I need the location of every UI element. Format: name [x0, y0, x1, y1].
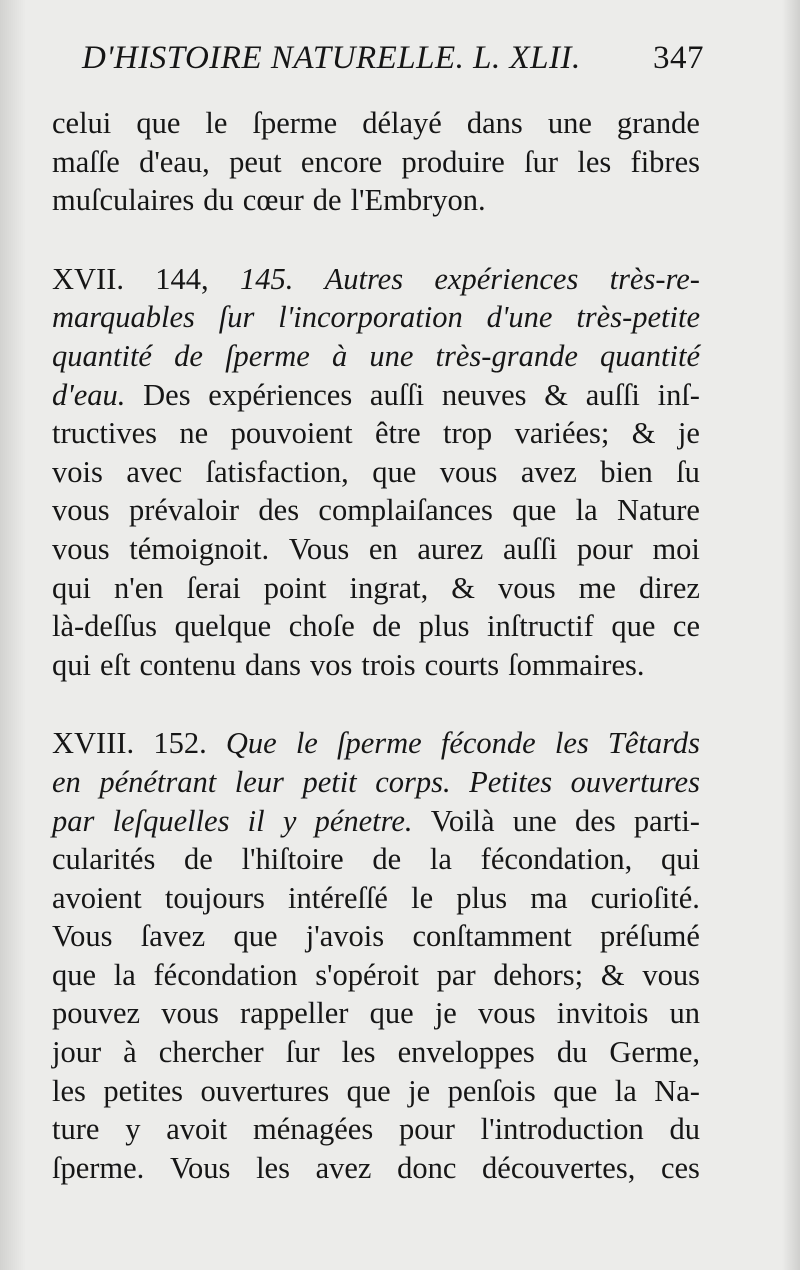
text-line: [52, 724, 700, 763]
word: cularités: [52, 842, 156, 877]
word: pouvoient: [230, 416, 353, 451]
word: de: [372, 609, 402, 644]
word: vous: [52, 493, 110, 528]
word: en: [368, 531, 398, 566]
word: leur: [234, 764, 284, 799]
word: ouvertures: [570, 764, 700, 799]
word: les: [554, 726, 589, 761]
word: 144,: [155, 261, 209, 296]
word: petit: [302, 764, 357, 799]
word: ſperme: [252, 106, 338, 140]
word: de: [372, 842, 402, 877]
word: les: [577, 144, 612, 179]
word: Na-: [654, 1073, 700, 1108]
text-line: [52, 956, 700, 995]
word: Têtards: [607, 726, 700, 761]
word: s'opéroit: [315, 957, 419, 992]
text-line: [52, 104, 700, 143]
word: qui: [52, 570, 91, 605]
word: à: [331, 338, 348, 373]
word: direz: [638, 570, 700, 605]
word: que: [553, 1073, 598, 1108]
word: ne: [179, 416, 209, 451]
word: j'avois: [305, 919, 385, 954]
text-line: [52, 1110, 700, 1149]
word: ſperme: [337, 726, 422, 761]
word: fécondation: [153, 957, 298, 992]
word: ingrat,: [349, 570, 429, 605]
word: avoit: [166, 1112, 228, 1147]
word: &: [544, 377, 568, 412]
word: eſt: [99, 647, 131, 682]
word: fibres: [630, 144, 700, 179]
word: moi: [652, 531, 700, 566]
word: Petites: [469, 764, 553, 799]
body-text: [52, 104, 700, 1187]
text-line: [52, 994, 700, 1033]
word: fécondation,: [480, 842, 633, 877]
word: vous: [642, 957, 700, 992]
word: Vous: [169, 1150, 231, 1185]
word: jour: [52, 1035, 102, 1070]
word: XVIII.: [52, 726, 135, 761]
word: je: [408, 1073, 431, 1108]
word: que: [52, 957, 97, 992]
text-line: [52, 646, 700, 685]
word: petites: [103, 1073, 183, 1108]
word: de: [174, 338, 203, 373]
text-line: [52, 453, 700, 492]
paragraph-gap: [52, 684, 700, 724]
word: la: [614, 1073, 637, 1108]
word: produire: [401, 144, 505, 179]
word: très-grande: [435, 338, 578, 373]
word: la: [113, 957, 136, 992]
word: neuves: [441, 377, 527, 412]
word: préſumé: [600, 919, 700, 954]
word: que: [372, 454, 417, 489]
word: peut: [229, 144, 282, 179]
word: que: [136, 106, 181, 140]
running-title: D'HISTOIRE NATURELLE. L. XLII.: [82, 40, 581, 76]
word: vous: [161, 996, 219, 1031]
word: qui: [52, 647, 91, 682]
word: parti-: [633, 803, 700, 838]
word: avoient: [52, 880, 142, 915]
word: par: [436, 957, 476, 992]
word: avez: [315, 1150, 372, 1185]
word: aurez: [417, 531, 484, 566]
word: conſtamment: [412, 919, 572, 954]
word: à: [123, 1035, 137, 1070]
word: trop: [443, 416, 493, 451]
word: trois: [361, 647, 416, 682]
word: que: [369, 996, 414, 1031]
paragraph: [52, 724, 700, 1187]
word: découvertes,: [482, 1150, 636, 1185]
word: d'eau.: [52, 377, 126, 412]
word: ces: [660, 1150, 700, 1185]
word: bien: [600, 454, 653, 489]
word: &: [451, 570, 476, 605]
word: vous: [498, 570, 556, 605]
text-line: [52, 337, 700, 376]
word: quantité: [52, 338, 152, 373]
word: choſe: [288, 609, 355, 644]
word: pénétrant: [99, 764, 217, 799]
word: pour: [576, 531, 633, 566]
text-line: [52, 840, 700, 879]
word: vos: [309, 647, 353, 682]
word: Des: [143, 377, 191, 412]
word: que: [233, 919, 278, 954]
word: ce: [672, 609, 700, 644]
word: que: [611, 609, 656, 644]
word: XVII.: [52, 261, 124, 296]
word: de: [312, 183, 342, 218]
word: la: [429, 842, 452, 877]
word: très-petite: [576, 300, 700, 335]
word: avez: [520, 454, 577, 489]
word: le: [411, 880, 434, 915]
word: vois: [52, 454, 103, 489]
text-line: [52, 376, 700, 415]
text-line: [52, 181, 700, 220]
word: du: [669, 1112, 700, 1147]
word: ſur: [285, 1035, 320, 1070]
word: plus: [456, 880, 508, 915]
text-line: [52, 414, 700, 453]
word: rappeller: [240, 996, 349, 1031]
word: très-re-: [609, 261, 700, 296]
word: que: [512, 493, 557, 528]
word: qui: [660, 842, 700, 877]
text-line: [52, 491, 700, 530]
word: encore: [300, 144, 383, 179]
word: y: [282, 803, 297, 838]
word: ſavez: [140, 919, 206, 954]
word: &: [600, 957, 625, 992]
word: invitois: [556, 996, 649, 1031]
word: quantité: [600, 338, 700, 373]
word: auſſi: [369, 377, 425, 412]
word: courts: [424, 647, 500, 682]
word: auſſi: [503, 531, 558, 566]
word: me: [578, 570, 616, 605]
word: 145.: [239, 261, 294, 296]
word: vous: [439, 454, 498, 489]
word: Nature: [616, 493, 700, 528]
word: une: [547, 106, 592, 140]
word: dehors;: [493, 957, 584, 992]
word: ſperme: [225, 338, 310, 373]
word: là-deſſus: [52, 609, 158, 644]
word: ſatisfaction,: [205, 454, 349, 489]
word: quelque: [174, 609, 272, 644]
word: le: [205, 106, 228, 140]
word: n'en: [114, 570, 164, 605]
word: d'une: [486, 300, 553, 335]
word: ma: [530, 880, 568, 915]
word: les: [256, 1150, 290, 1185]
word: curioſité.: [590, 880, 700, 915]
text-line: [52, 530, 700, 569]
word: ménagées: [252, 1112, 374, 1147]
word: auſſi: [585, 377, 640, 412]
word: ſperme.: [52, 1150, 145, 1185]
word: marquables: [52, 300, 195, 335]
word: pour: [398, 1112, 455, 1147]
word: ouvertures: [200, 1073, 330, 1108]
word: les: [52, 1073, 86, 1108]
word: donc: [397, 1150, 457, 1185]
text-line: [52, 879, 700, 918]
word: y: [125, 1112, 141, 1147]
word: Voilà: [430, 803, 495, 838]
word: vous: [478, 996, 536, 1031]
word: maſſe: [52, 144, 120, 179]
word: l'hiſtoire: [241, 842, 344, 877]
word: du: [556, 1035, 588, 1070]
paragraph: [52, 104, 700, 220]
word: l'introduction: [480, 1112, 644, 1147]
paragraph-gap: [52, 220, 700, 260]
word: de: [184, 842, 213, 877]
word: du: [203, 183, 234, 218]
word: leſquelles: [112, 803, 230, 838]
word: ſu: [676, 454, 700, 489]
word: la: [575, 493, 598, 528]
word: féconde: [440, 726, 536, 761]
word: corps.: [375, 764, 451, 799]
word: des: [258, 493, 300, 528]
word: avec: [126, 454, 183, 489]
text-line: [52, 802, 700, 841]
word: penſois: [447, 1073, 536, 1108]
word: dans: [466, 106, 523, 140]
paragraph: [52, 260, 700, 685]
word: &: [631, 416, 656, 451]
word: ture: [52, 1112, 100, 1147]
word: ſur: [218, 300, 255, 335]
word: tructives: [52, 416, 158, 451]
word: ſur: [524, 144, 559, 179]
text-line: [52, 1149, 700, 1188]
word: pénetre.: [314, 803, 413, 838]
text-line: [52, 298, 700, 337]
word: que: [346, 1073, 391, 1108]
word: muſculaires: [52, 183, 195, 218]
text-line: [52, 917, 700, 956]
word: par: [52, 803, 95, 838]
word: inſ-: [657, 377, 700, 412]
word: cœur: [242, 183, 304, 218]
word: intéreſſé: [288, 880, 388, 915]
word: le: [295, 726, 318, 761]
word: toujours: [164, 880, 265, 915]
word: les: [341, 1035, 376, 1070]
word: enveloppes: [397, 1035, 535, 1070]
text-line: [52, 607, 700, 646]
word: inſtructif: [487, 609, 594, 644]
text-line: [52, 763, 700, 802]
word: plus: [418, 609, 470, 644]
word: chercher: [158, 1035, 264, 1070]
word: prévaloir: [128, 493, 240, 528]
word: une: [512, 803, 557, 838]
text-line: [52, 260, 700, 299]
word: d'eau,: [139, 144, 210, 179]
word: je: [677, 416, 700, 451]
word: témoignoit.: [129, 531, 270, 566]
word: Vous: [288, 531, 350, 566]
word: grande: [616, 106, 700, 140]
word: l'Embryon.: [350, 183, 486, 218]
word: pouvez: [52, 996, 141, 1031]
running-header: [82, 40, 704, 77]
page-number: 347: [653, 40, 704, 76]
word: complaiſances: [318, 493, 493, 528]
word: Germe,: [609, 1035, 700, 1070]
text-line: [52, 1072, 700, 1111]
word: Autres: [324, 261, 404, 296]
word: délayé: [362, 106, 442, 140]
word: Vous: [52, 919, 113, 954]
word: 152.: [153, 726, 207, 761]
word: en: [52, 764, 81, 799]
text-line: [52, 569, 700, 608]
word: expériences: [208, 377, 353, 412]
word: l'incorporation: [278, 300, 463, 335]
word: contenu: [139, 647, 237, 682]
text-line: [52, 143, 700, 182]
word: être: [374, 416, 421, 451]
word: Que: [225, 726, 277, 761]
word: dans: [245, 647, 301, 682]
word: vous: [52, 531, 110, 566]
word: il: [247, 803, 265, 838]
word: des: [575, 803, 616, 838]
word: expériences: [434, 261, 579, 296]
word: ſommaires.: [508, 647, 645, 682]
word: ſerai: [186, 570, 241, 605]
word: celui: [52, 106, 112, 140]
word: je: [434, 996, 457, 1031]
word: un: [669, 996, 700, 1031]
word: variées;: [514, 416, 610, 451]
word: point: [263, 570, 327, 605]
text-line: [52, 1033, 700, 1072]
word: une: [369, 338, 414, 373]
